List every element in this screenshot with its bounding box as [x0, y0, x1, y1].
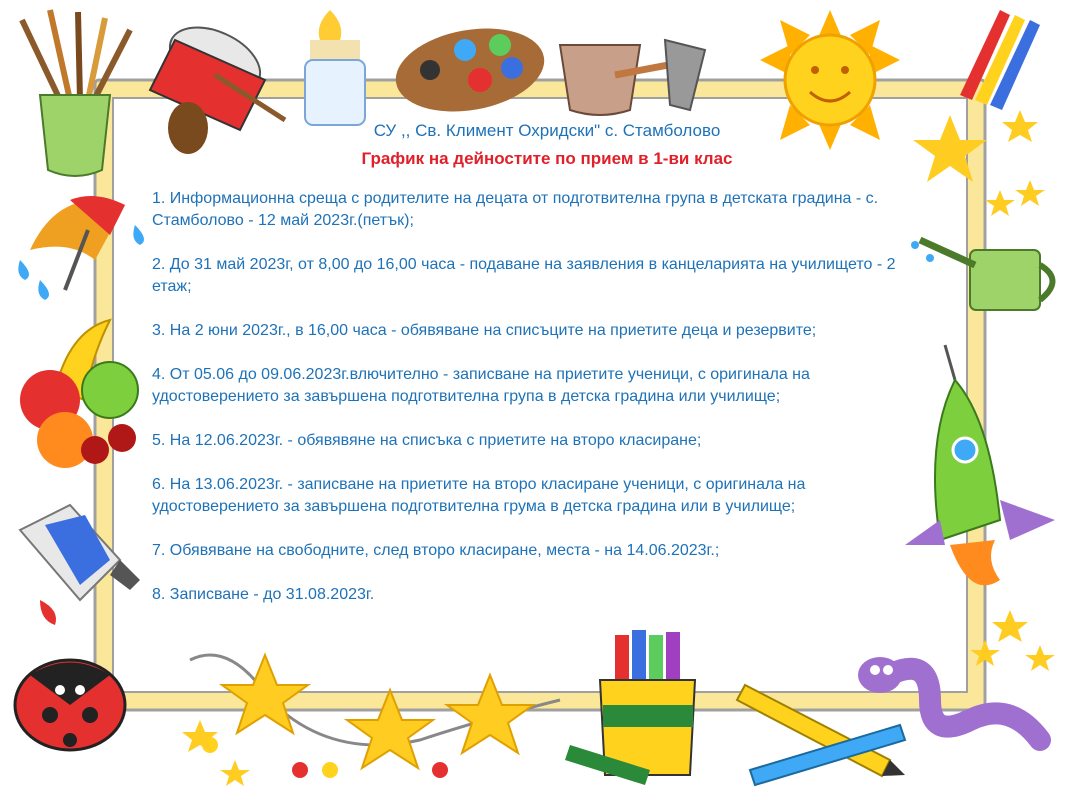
glue-icon: [305, 10, 365, 125]
schedule-item-1: 1. Информационна среща с родителите на децата от подготвителна група в детската градина - с. Стамболово - 12 май 2023г.(петък);: [152, 190, 879, 229]
pencil-icon: [960, 10, 1040, 110]
schedule-item-3: 3. На 2 юни 2023г., в 16,00 часа - обявяване на списъците на приетите деца и резервите;: [152, 322, 817, 339]
schedule-item-2: 2. До 31 май 2023г, от 8,00 до 16,00 часа - подаване на заявления в канцеларията на училището - 2 етаж;: [152, 256, 896, 295]
schedule-item-6: 6. На 13.06.2023г. - записване на приетите на второ класиране ученици, с оригинала на удостоверението за завършена подготвителна грума в детска градина или в училище;: [152, 476, 806, 515]
schedule-item-5: 5. На 12.06.2023г. - обявявяне на списъка с приетите на второ класиране;: [152, 432, 702, 449]
page-title: График на дейностите по прием в 1-ви клас: [361, 149, 733, 168]
schedule-content: [152, 120, 932, 628]
schedule-item-8: 8. Записване - до 31.08.2023г.: [152, 586, 375, 603]
header: [152, 120, 932, 170]
schedule-item-4: 4. От 05.06 до 09.06.2023г.влючително - записване на приетите ученици, с оригинала на удостоверението за завършена подготвителна група в детска градина или училище;: [152, 366, 810, 405]
ladybug-icon: [15, 660, 125, 750]
school-name: СУ ,, Св. Климент Охридски" с. Стамболово: [373, 121, 721, 140]
schedule-item-7: 7. Обявяване на свободните, след второ класиране, места - на 14.06.2023г.;: [152, 542, 720, 559]
